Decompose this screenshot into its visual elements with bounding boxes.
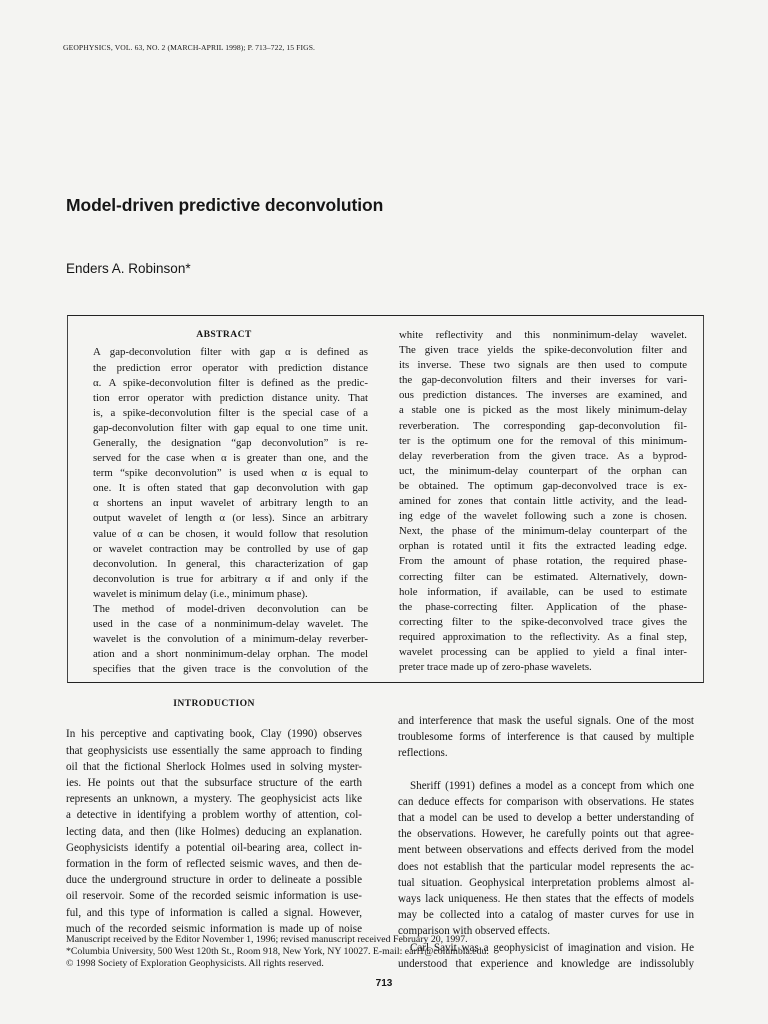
text-line: formation in the form of reflected seismic waves, and then de- (66, 858, 362, 871)
footnote-received: Manuscript received by the Editor November 1, 1996; revised manuscript received February 20, 1997. (66, 934, 468, 945)
text-line: the phase-correcting filter. Application of the phase- (399, 600, 687, 613)
text-line: deconvolution is true for arbitrary α if and only if the (93, 572, 368, 585)
text-line: orphan is rotated until it fits the extracted leading edge. (399, 540, 687, 553)
text-line: troublesome forms of interference is that caused by multiple (398, 731, 694, 744)
body-column-right (398, 697, 694, 972)
text-line: ies. He points out that the subsurface structure of the earth (66, 777, 362, 790)
text-line: The given trace yields the spike-deconvolution filter and (399, 344, 687, 357)
text-line: wavelet is the convolution of a minimum-delay reverber- (93, 633, 368, 646)
text-line: amined for zones that contain little activity, and the lead- (399, 495, 687, 508)
text-line: its inverse. These two signals are then used to compute (399, 359, 687, 372)
text-line: Generally, the designation “gap deconvolution” is re- (93, 436, 368, 449)
text-line: tion error operator with prediction distance unity. That (93, 391, 368, 404)
text-line: α shortens an input wavelet of arbitrary length to an (93, 497, 368, 510)
text-line: be obtained. The optimum gap-deconvolved trace is ex- (399, 479, 687, 492)
text-line: required approximation to the reflectivity. As a final step, (399, 630, 687, 643)
text-line: one. It is often stated that gap deconvolution with gap (93, 482, 368, 495)
text-line: ous prediction distances. The inverses are examined, and (399, 389, 687, 402)
text-line: ation and a short nonminimum-delay orphan. The model (93, 648, 368, 661)
text-line: hole information, if available, can be used to estimate (399, 585, 687, 598)
text-line: does not establish that the particular model represents the ac- (398, 860, 694, 873)
body-paragraph (66, 726, 362, 937)
text-line: reverberation. The corresponding gap-deconvolution fil- (399, 419, 687, 432)
text-line: and interference that mask the useful signals. One of the most (398, 715, 694, 727)
text-line: The method of model-driven deconvolution can be (93, 603, 368, 615)
text-line: a detective in identifying a problem worthy of attention, col- (66, 809, 362, 822)
text-line: the prediction error operator with prediction distance (93, 361, 368, 374)
text-line: represents an unknown, a mystery. The geophysicist acts like (66, 793, 362, 806)
text-line: term “spike deconvolution” is used when α is equal to (93, 467, 368, 480)
text-line: wavelet processing can be applied to yield a final inter- (399, 645, 687, 658)
text-line: uct, the minimum-delay counterpart of the orphan can (399, 464, 687, 477)
text-line: the gap-deconvolution filters and their inverses for vari- (399, 374, 687, 387)
text-line: ment between observations and effects derived from the model (398, 844, 694, 857)
abstract-paragraph (80, 602, 368, 677)
text-line: that geophysicists use essentially the same approach to finding (66, 744, 362, 757)
body-paragraph (398, 778, 694, 940)
text-line: ways lack uniqueness. He then states that the effects of models (398, 893, 694, 906)
abstract-paragraph (399, 328, 687, 675)
text-line: lecting data, and then (like Holmes) deducing an explanation. (66, 825, 362, 838)
text-line: From the amount of phase rotation, the required phase- (399, 555, 687, 568)
text-line: Next, the phase of the minimum-delay counterpart of the (399, 525, 687, 538)
article-title: Model-driven predictive deconvolution (66, 195, 384, 215)
text-line: In his perceptive and captivating book, Clay (1990) observes (66, 728, 362, 741)
abstract-box (67, 315, 704, 683)
text-line: A gap-deconvolution filter with gap α is defined as (93, 346, 368, 359)
text-line: may be collected into a catalog of master curves for use in (398, 909, 694, 922)
text-line: oil that the fictional Sherlock Holmes used in solving myster- (66, 760, 362, 773)
text-line: much of the recorded seismic information is made up of noise (66, 922, 362, 935)
body-column-left (66, 697, 362, 953)
abstract-column-right (399, 328, 687, 675)
author-name: Enders A. Robinson* (66, 261, 191, 276)
text-line: specifies that the given trace is the convolution of the (93, 663, 368, 676)
text-line: used in the case of a nonminimum-delay wavelet. The (93, 618, 368, 631)
text-line: Sheriff (1991) defines a model as a concept from which one (410, 779, 694, 792)
text-line: deconvolution. In general, this characterization of gap (93, 557, 368, 570)
text-line: oil reservoir. Some of the recorded seismic information is use- (66, 890, 362, 903)
abstract-column-left (80, 328, 368, 677)
text-line: delay reverberation from the given trace. As a byprod- (399, 449, 687, 462)
footnotes (66, 934, 489, 971)
text-line: or wavelet contraction may be controlled by use of gap (93, 542, 368, 555)
text-line: α. A spike-deconvolution filter is defined as the predic- (93, 376, 368, 389)
text-line: reflections. (398, 747, 448, 760)
text-line: ter is the optimum one for the removal of this minimum- (399, 434, 687, 447)
abstract-heading: ABSTRACT (196, 329, 252, 340)
body-paragraph (398, 713, 694, 762)
text-line: ing edge of the wavelet following such a zone is chosen. (399, 510, 687, 523)
text-line: served for the case when α is greater than one, and the (93, 452, 368, 465)
text-line: gap-deconvolution filter with gap equal to one time unit. (93, 421, 368, 434)
text-line: comparison with observed effects. (398, 925, 550, 938)
text-line: tual situation. Geophysical interpretation problems almost al- (398, 876, 694, 889)
text-line: Carl Savit was a geophysicist of imagination and vision. He (410, 941, 694, 954)
section-heading: INTRODUCTION (173, 698, 255, 709)
text-line: is, a spike-deconvolution filter is the special case of a (93, 406, 368, 419)
text-line: a stable one is picked as the most likely minimum-delay (399, 404, 687, 417)
text-line: value of α can be chosen, it would follow that resolution (93, 527, 368, 540)
text-line: wavelet is minimum delay (i.e., minimum phase). (93, 587, 308, 600)
text-line: Geophysicists identify a potential oil-bearing area, collect in- (66, 841, 362, 854)
abstract-paragraph (80, 345, 368, 602)
text-line: the observations. However, he carefully points out that agree- (398, 828, 694, 841)
text-line: white reflectivity and this nonminimum-delay wavelet. (399, 329, 687, 341)
text-line: duce the underground structure in order to delineate a possible (66, 874, 362, 887)
text-line: output wavelet of length α (or less). Since an arbitrary (93, 512, 368, 525)
text-line: preter trace made up of zero-phase wavelets. (399, 661, 592, 674)
text-line: that a model can be used to develop a better understanding of (398, 812, 694, 825)
text-line: ful, and this type of information is called a signal. However, (66, 906, 362, 919)
text-line: correcting filter can be estimated. Alternatively, down- (399, 570, 687, 583)
footnote-copyright: © 1998 Society of Exploration Geophysicists. All rights reserved. (66, 958, 324, 970)
text-line: understood that experience and knowledge are indissolubly (398, 957, 694, 970)
text-line: can deduce effects for comparison with observations. He states (398, 795, 694, 808)
page-number: 713 (375, 978, 393, 989)
footnote-affiliation: *Columbia University, 500 West 120th St., Room 918, New York, NY 10027. E-mail: earl1@columbia.edu. (66, 946, 489, 958)
journal-citation: GEOPHYSICS, VOL. 63, NO. 2 (MARCH-APRIL 1998); P. 713–722, 15 FIGS. (63, 43, 316, 52)
text-line: correcting filter to the spike-deconvolved trace gives the (399, 615, 687, 628)
